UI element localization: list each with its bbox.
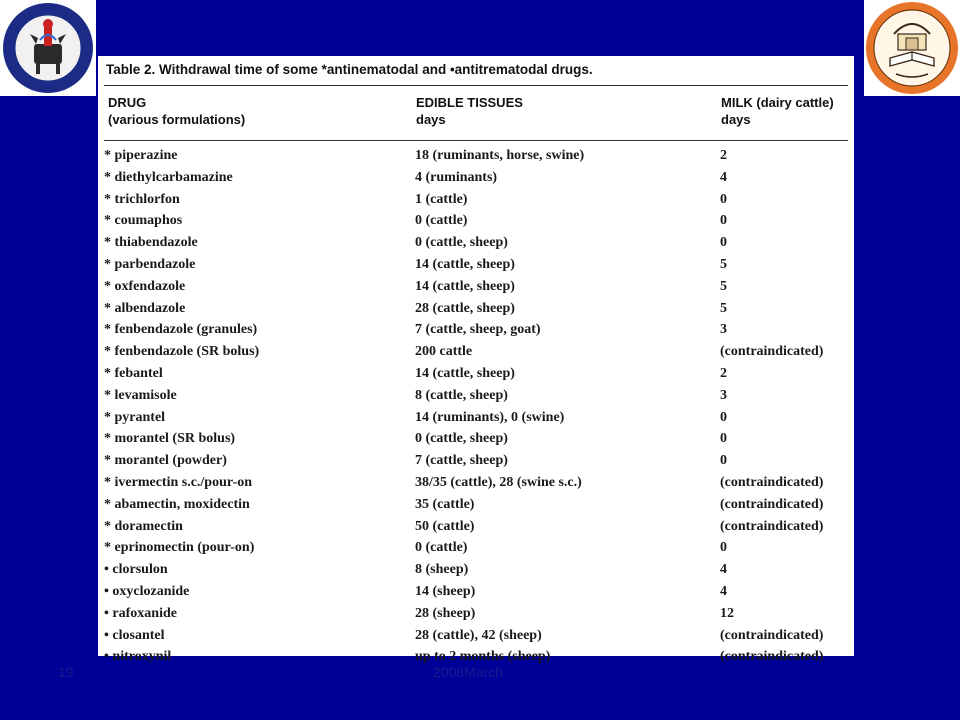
table-header-rule bbox=[104, 140, 848, 141]
slide-date: 2008March bbox=[433, 664, 504, 680]
milk-cell: (contraindicated) bbox=[720, 344, 824, 360]
drug-cell: • rafoxanide bbox=[104, 605, 177, 621]
milk-cell: 0 bbox=[720, 540, 727, 556]
milk-cell: 12 bbox=[720, 605, 734, 621]
milk-cell: 5 bbox=[720, 278, 727, 294]
milk-cell: 2 bbox=[720, 148, 727, 163]
drug-cell: * fenbendazole (granules) bbox=[104, 322, 258, 338]
milk-cell: 3 bbox=[720, 387, 727, 403]
tissues-cell: 0 (cattle, sheep) bbox=[415, 431, 508, 447]
table-row bbox=[98, 319, 854, 341]
table-row bbox=[98, 298, 854, 320]
drug-cell: * abamectin, moxidectin bbox=[104, 496, 250, 512]
table-row bbox=[98, 559, 854, 581]
faculty-emblem-icon bbox=[0, 0, 96, 96]
milk-cell: 0 bbox=[720, 453, 727, 469]
drug-cell: * albendazole bbox=[104, 300, 186, 316]
drug-cell: * coumaphos bbox=[104, 213, 183, 229]
tissues-cell: 14 (cattle, sheep) bbox=[415, 365, 515, 381]
milk-cell: 5 bbox=[720, 300, 727, 316]
header-drug bbox=[108, 94, 245, 128]
table-row bbox=[98, 189, 854, 211]
table-row bbox=[98, 516, 854, 538]
table-top-rule bbox=[104, 85, 848, 86]
table-row bbox=[98, 385, 854, 407]
milk-cell: (contraindicated) bbox=[720, 518, 824, 534]
tissues-cell: 14 (cattle, sheep) bbox=[415, 256, 515, 272]
milk-cell: (contraindicated) bbox=[720, 627, 824, 643]
table-row bbox=[98, 494, 854, 516]
drug-cell: • nitroxynil bbox=[104, 649, 172, 665]
drug-cell: * trichlorfon bbox=[104, 191, 180, 207]
drug-cell: * diethylcarbamazine bbox=[104, 169, 233, 185]
milk-cell: 5 bbox=[720, 256, 727, 272]
tissues-cell: 28 (cattle), 42 (sheep) bbox=[415, 627, 542, 643]
milk-cell: 3 bbox=[720, 322, 727, 338]
header-edible-tissues bbox=[416, 94, 523, 128]
milk-cell: 4 bbox=[720, 562, 727, 578]
header-tissues-line2: days bbox=[416, 112, 446, 127]
drug-cell: * morantel (SR bolus) bbox=[104, 431, 236, 447]
drug-cell: * pyrantel bbox=[104, 409, 166, 425]
tissues-cell: 7 (cattle, sheep) bbox=[415, 453, 508, 469]
drug-cell: * parbendazole bbox=[104, 256, 196, 272]
table-row bbox=[98, 363, 854, 385]
table-row bbox=[98, 167, 854, 189]
tissues-cell: up to 2 months (sheep) bbox=[415, 649, 551, 665]
table-row bbox=[98, 472, 854, 494]
table-body bbox=[98, 145, 854, 668]
table-row bbox=[98, 276, 854, 298]
tissues-cell: 14 (ruminants), 0 (swine) bbox=[415, 409, 565, 425]
table-row bbox=[98, 537, 854, 559]
drug-cell: * levamisole bbox=[104, 387, 177, 403]
university-seal-icon bbox=[864, 0, 960, 96]
header-drug-line1: DRUG bbox=[108, 95, 147, 110]
drug-cell: * eprinomectin (pour-on) bbox=[104, 540, 255, 556]
tissues-cell: 14 (cattle, sheep) bbox=[415, 278, 515, 294]
tissues-cell: 0 (cattle, sheep) bbox=[415, 235, 508, 251]
drug-cell: • closantel bbox=[104, 627, 165, 643]
milk-cell: 0 bbox=[720, 213, 727, 229]
tissues-cell: 14 (sheep) bbox=[415, 583, 476, 599]
table-row bbox=[98, 450, 854, 472]
drug-cell: * doramectin bbox=[104, 518, 183, 534]
table-row bbox=[98, 407, 854, 429]
header-tissues-line1: EDIBLE TISSUES bbox=[416, 95, 523, 110]
table-row bbox=[98, 210, 854, 232]
milk-cell: (contraindicated) bbox=[720, 474, 824, 490]
milk-cell: 0 bbox=[720, 235, 727, 251]
milk-cell: 2 bbox=[720, 365, 727, 381]
tissues-cell: 28 (sheep) bbox=[415, 605, 476, 621]
table-row bbox=[98, 232, 854, 254]
tissues-cell: 18 (ruminants, horse, swine) bbox=[415, 148, 585, 163]
drug-cell: * thiabendazole bbox=[104, 235, 198, 251]
milk-cell: 0 bbox=[720, 431, 727, 447]
tissues-cell: 1 (cattle) bbox=[415, 191, 468, 207]
milk-cell: (contraindicated) bbox=[720, 496, 824, 512]
tissues-cell: 200 cattle bbox=[415, 344, 473, 360]
slide-number: 19 bbox=[58, 664, 74, 680]
drug-cell: * morantel (powder) bbox=[104, 453, 227, 469]
tissues-cell: 8 (sheep) bbox=[415, 562, 469, 578]
drug-cell: * fenbendazole (SR bolus) bbox=[104, 344, 260, 360]
table-row bbox=[98, 581, 854, 603]
header-drug-line2: (various formulations) bbox=[108, 112, 246, 127]
tissues-cell: 7 (cattle, sheep, goat) bbox=[415, 322, 541, 338]
tissues-cell: 50 (cattle) bbox=[415, 518, 475, 534]
table-row bbox=[98, 341, 854, 363]
drug-cell: * febantel bbox=[104, 365, 163, 381]
header-milk bbox=[721, 94, 834, 128]
tissues-cell: 8 (cattle, sheep) bbox=[415, 387, 508, 403]
milk-cell: 0 bbox=[720, 409, 727, 425]
tissues-cell: 0 (cattle) bbox=[415, 213, 468, 229]
drug-cell: * piperazine bbox=[104, 148, 178, 163]
header-milk-line1: MILK (dairy cattle) bbox=[721, 95, 834, 110]
drug-cell: • clorsulon bbox=[104, 562, 168, 578]
table-row bbox=[98, 603, 854, 625]
table-row bbox=[98, 145, 854, 167]
university-seal-logo bbox=[864, 0, 960, 96]
drug-cell: * oxfendazole bbox=[104, 278, 186, 294]
header-milk-line2: days bbox=[721, 112, 751, 127]
tissues-cell: 35 (cattle) bbox=[415, 496, 475, 512]
table-title: Table 2. Withdrawal time of some *antinematodal and •antitrematodal drugs. bbox=[106, 62, 593, 77]
tissues-cell: 38/35 (cattle), 28 (swine s.c.) bbox=[415, 474, 582, 490]
table-row bbox=[98, 428, 854, 450]
faculty-emblem-logo bbox=[0, 0, 96, 96]
milk-cell: (contraindicated) bbox=[720, 649, 824, 665]
tissues-cell: 4 (ruminants) bbox=[415, 169, 498, 185]
milk-cell: 0 bbox=[720, 191, 727, 207]
tissues-cell: 28 (cattle, sheep) bbox=[415, 300, 515, 316]
drug-cell: * ivermectin s.c./pour-on bbox=[104, 474, 253, 490]
table-row bbox=[98, 625, 854, 647]
tissues-cell: 0 (cattle) bbox=[415, 540, 468, 556]
table-row bbox=[98, 254, 854, 276]
withdrawal-table-sheet bbox=[98, 56, 854, 665]
milk-cell: 4 bbox=[720, 169, 727, 185]
drug-cell: • oxyclozanide bbox=[104, 583, 190, 599]
milk-cell: 4 bbox=[720, 583, 727, 599]
